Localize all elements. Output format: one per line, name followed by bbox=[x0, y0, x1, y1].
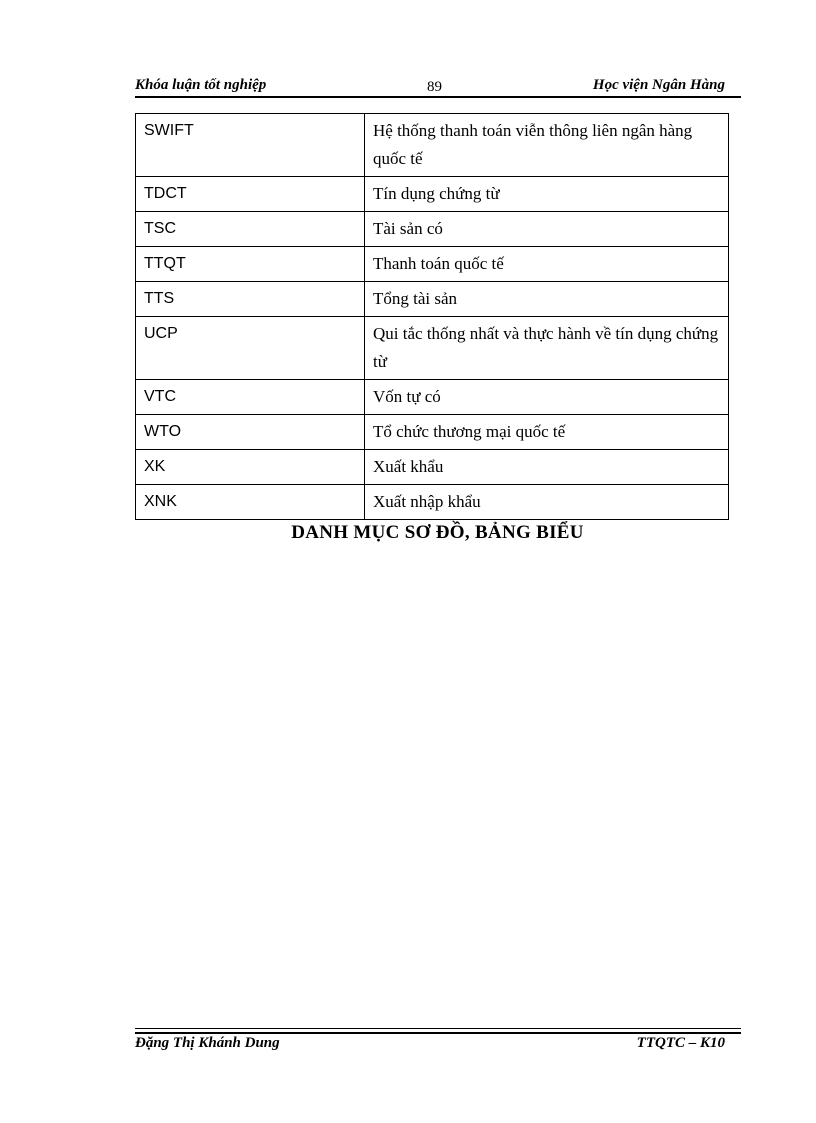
footer-author: Đặng Thị Khánh Dung bbox=[135, 1035, 280, 1051]
section-title: DANH MỤC SƠ ĐỒ, BẢNG BIỂU bbox=[291, 522, 584, 543]
abbreviation-code: XK bbox=[136, 450, 365, 485]
abbreviation-code: UCP bbox=[136, 317, 365, 380]
page-header bbox=[135, 74, 740, 96]
header-thesis-label: Khóa luận tốt nghiệp bbox=[135, 77, 267, 93]
abbreviation-code: TTS bbox=[136, 282, 365, 317]
abbreviation-code: SWIFT bbox=[136, 114, 365, 177]
table-row bbox=[136, 450, 729, 485]
header-rule bbox=[135, 96, 741, 98]
abbreviation-meaning: Vốn tự có bbox=[365, 380, 729, 415]
table-row bbox=[136, 282, 729, 317]
table-row bbox=[136, 212, 729, 247]
abbreviation-meaning: Qui tắc thống nhất và thực hành về tín dụng chứng từ bbox=[365, 317, 729, 380]
abbreviation-code: TSC bbox=[136, 212, 365, 247]
table-row bbox=[136, 177, 729, 212]
footer-rule-thick bbox=[135, 1032, 741, 1034]
table-row bbox=[136, 415, 729, 450]
abbreviation-code: XNK bbox=[136, 485, 365, 520]
footer-rule-thin bbox=[135, 1028, 741, 1029]
table-row bbox=[136, 114, 729, 177]
table-row bbox=[136, 485, 729, 520]
abbreviation-meaning: Tổng tài sản bbox=[365, 282, 729, 317]
abbreviation-code: TTQT bbox=[136, 247, 365, 282]
table-row bbox=[136, 380, 729, 415]
abbreviation-meaning: Tài sản có bbox=[365, 212, 729, 247]
abbreviation-meaning: Tín dụng chứng từ bbox=[365, 177, 729, 212]
abbreviation-meaning: Xuất khẩu bbox=[365, 450, 729, 485]
abbreviation-code: WTO bbox=[136, 415, 365, 450]
abbreviation-meaning: Hệ thống thanh toán viễn thông liên ngân hàng quốc tế bbox=[365, 114, 729, 177]
table-row bbox=[136, 247, 729, 282]
abbreviation-table bbox=[135, 113, 729, 520]
page-number: 89 bbox=[427, 79, 442, 95]
abbreviation-meaning: Thanh toán quốc tế bbox=[365, 247, 729, 282]
table-row bbox=[136, 317, 729, 380]
header-institution: Học viện Ngân Hàng bbox=[592, 77, 725, 93]
abbreviation-code: VTC bbox=[136, 380, 365, 415]
abbreviation-meaning: Tổ chức thương mại quốc tế bbox=[365, 415, 729, 450]
abbreviation-code: TDCT bbox=[136, 177, 365, 212]
footer-class-code: TTQTC – K10 bbox=[636, 1035, 725, 1051]
abbreviation-meaning: Xuất nhập khẩu bbox=[365, 485, 729, 520]
